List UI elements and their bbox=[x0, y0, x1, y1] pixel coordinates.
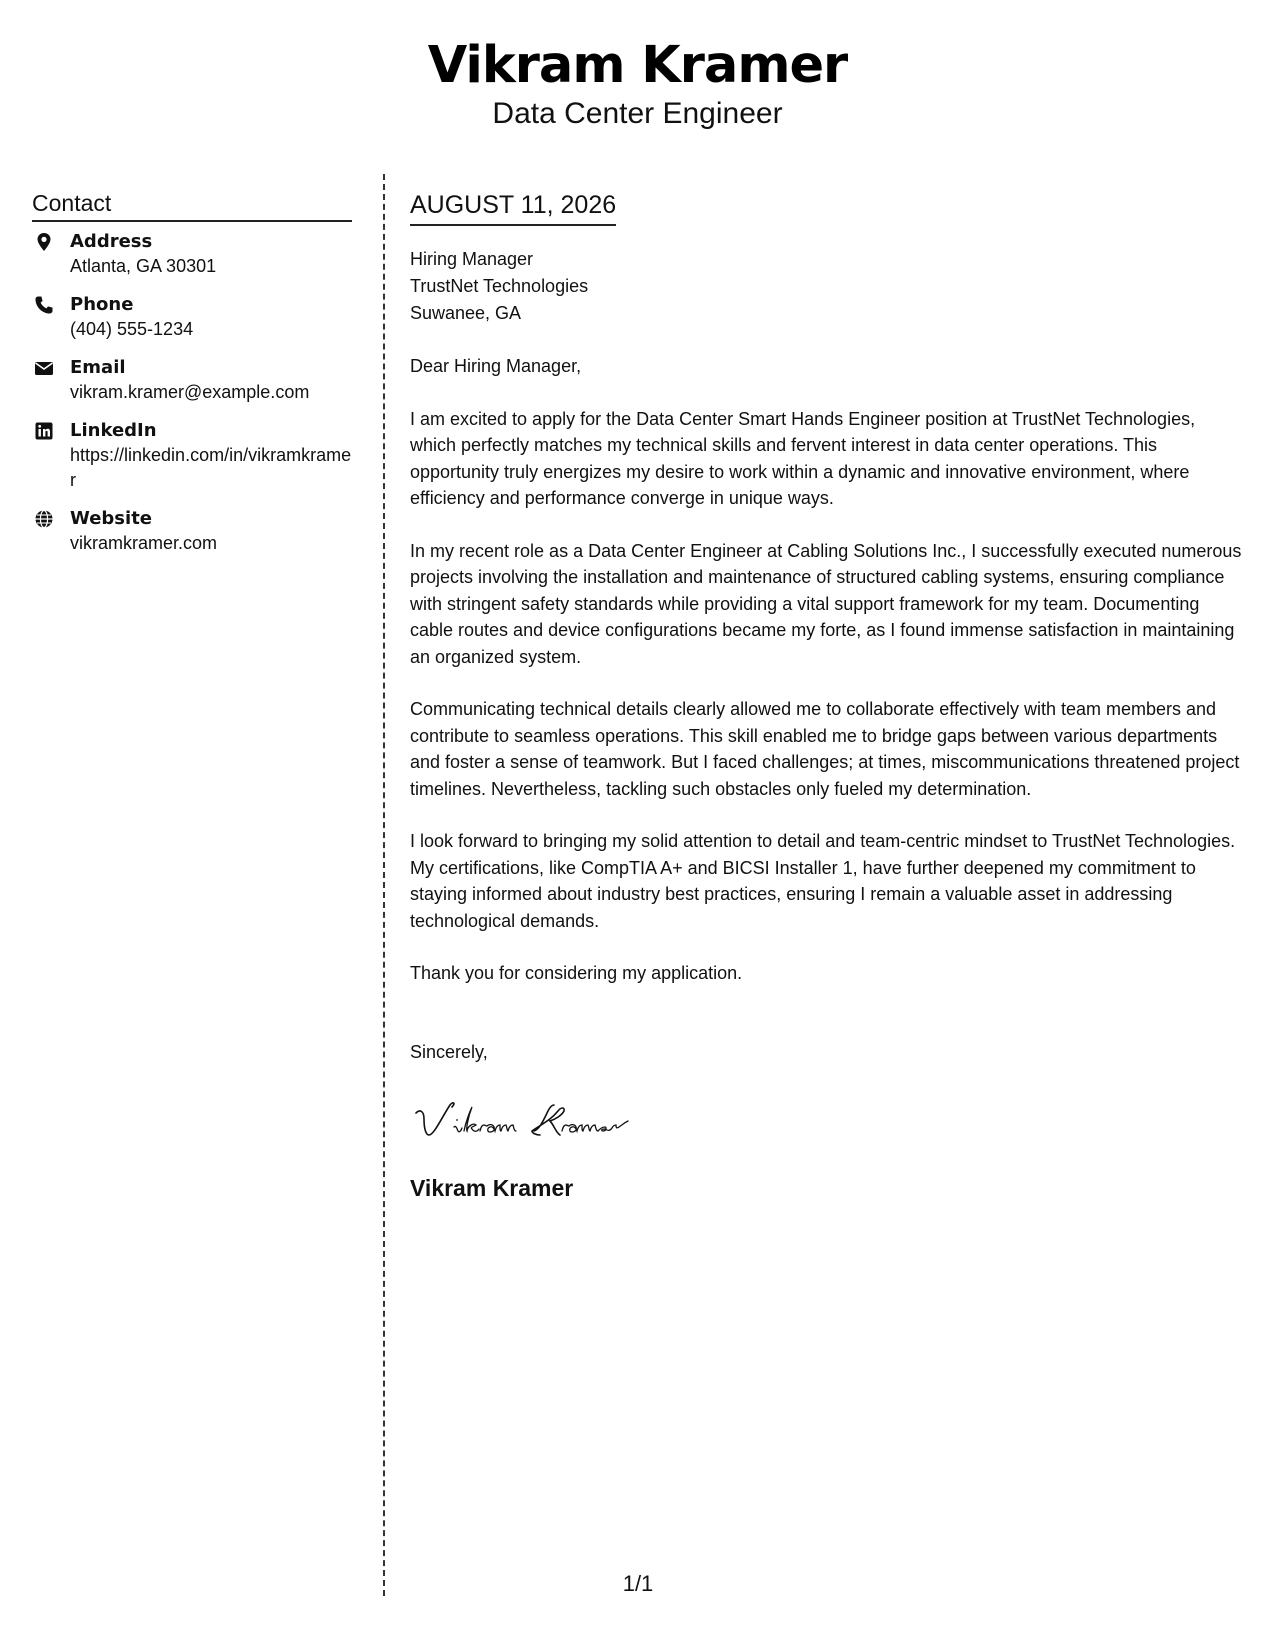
recipient-block bbox=[410, 246, 1246, 327]
letter-date: AUGUST 11, 2026 bbox=[410, 188, 616, 226]
column-divider bbox=[383, 174, 385, 1596]
envelope-icon bbox=[34, 358, 54, 378]
contact-sidebar bbox=[32, 188, 352, 570]
contact-item-website bbox=[32, 507, 352, 556]
website-value[interactable]: vikramkramer.com bbox=[70, 533, 218, 553]
email-value[interactable]: vikram.kramer@example.com bbox=[70, 382, 310, 402]
closing: Sincerely, bbox=[410, 1041, 488, 1062]
applicant-name: Vikram Kramer bbox=[427, 36, 848, 95]
address-value: Atlanta, GA 30301 bbox=[70, 256, 217, 276]
paragraph: I look forward to bringing my solid attention to detail and team-centric mindset to TrustNet Technologies. My certifications, like CompTIA A+ and BICSI Installer 1, have further deepened my commitment to staying informed about industry best practices, ensuring I remain a valuable asset in addressing technological demands. bbox=[410, 831, 1236, 931]
recipient-line: Hiring Manager bbox=[410, 249, 534, 269]
globe-icon bbox=[34, 509, 54, 529]
signature-image bbox=[410, 1091, 1246, 1151]
salutation: Dear Hiring Manager, bbox=[410, 356, 582, 376]
linkedin-value[interactable]: https://linkedin.com/in/vikramkramer bbox=[70, 445, 352, 490]
signed-name: Vikram Kramer bbox=[410, 1174, 574, 1201]
signature-script bbox=[410, 1091, 680, 1151]
paragraph: Thank you for considering my application. bbox=[410, 963, 743, 983]
contact-label: Website bbox=[70, 508, 153, 529]
contact-item-email bbox=[32, 356, 352, 405]
contact-item-linkedin bbox=[32, 419, 352, 493]
recipient-line: TrustNet Technologies bbox=[410, 276, 589, 296]
phone-icon bbox=[34, 295, 54, 315]
phone-value: (404) 555-1234 bbox=[70, 319, 194, 339]
contact-item-address bbox=[32, 230, 352, 279]
contact-item-phone bbox=[32, 293, 352, 342]
contact-heading: Contact bbox=[32, 188, 352, 222]
letter-body bbox=[410, 188, 1246, 1203]
paragraph: Communicating technical details clearly allowed me to collaborate effectively with team members and contribute to seamless operations. This skill enabled me to bridge gaps between various departments and foster a sense of teamwork. But I faced challenges; at times, miscommunications threatened project timelines. Nevertheless, tackling such obstacles only fueled my determination. bbox=[410, 699, 1240, 799]
recipient-line: Suwanee, GA bbox=[410, 303, 522, 323]
contact-label: Phone bbox=[70, 294, 134, 315]
location-pin-icon bbox=[34, 232, 54, 252]
contact-label: Email bbox=[70, 357, 126, 378]
job-title: Data Center Engineer bbox=[492, 97, 783, 130]
paragraph: I am excited to apply for the Data Center Smart Hands Engineer position at TrustNet Technologies, which perfectly matches my technical skills and fervent interest in data center operations. This opportunity truly energizes my desire to work within a dynamic and innovative environment, where efficiency and performance converge in unique ways. bbox=[410, 408, 1196, 508]
contact-label: Address bbox=[70, 231, 153, 252]
paragraph: In my recent role as a Data Center Engineer at Cabling Solutions Inc., I successfully executed numerous projects involving the installation and maintenance of structured cabling systems, ensuring compliance with stringent safety standards while providing a vital support framework for my team. Documenting cable routes and device configurations became my forte, as I found immense satisfaction in maintaining an organized system. bbox=[410, 540, 1242, 667]
linkedin-icon bbox=[34, 421, 54, 441]
contact-label: LinkedIn bbox=[70, 420, 157, 441]
page-number: 1/1 bbox=[622, 1571, 654, 1596]
